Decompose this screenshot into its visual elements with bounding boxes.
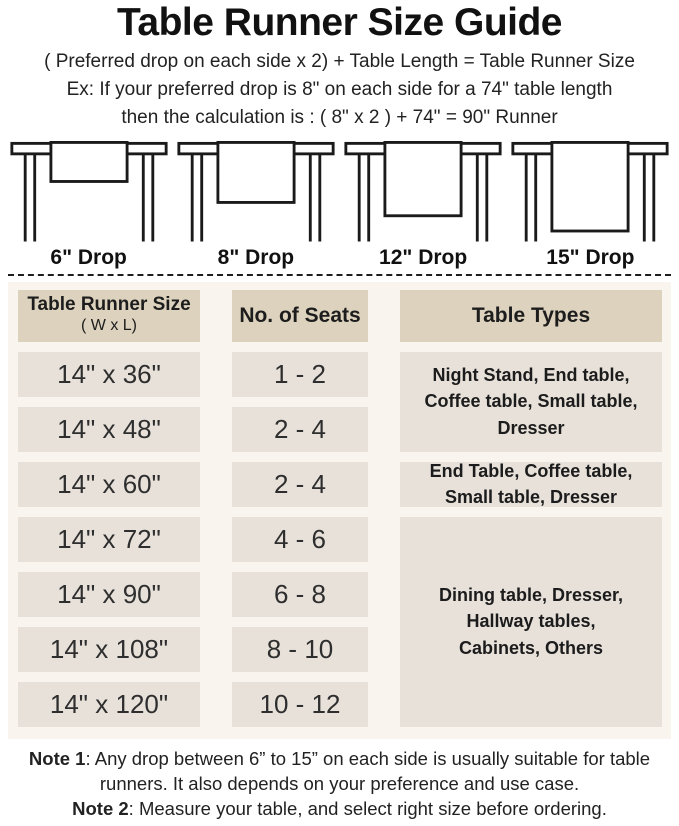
drop-label: 12" Drop	[379, 245, 468, 269]
table-types-cell-medium: End Table, Coffee table, Small table, Dresser	[400, 462, 662, 507]
note-1-text: : Any drop between 6” to 15” on each side is usually suitable for table runners. It also depends on your preference and use case.	[85, 747, 651, 794]
seats-cell: 2 - 4	[232, 462, 368, 507]
example-line-2: then the calculation is : ( 8" x 2 ) + 74" = 90" Runner	[121, 107, 558, 129]
table-types-cell-small: Night Stand, End table, Coffee table, Small table, Dresser	[400, 352, 662, 452]
drop-figure-6	[5, 138, 172, 271]
note-1	[4, 746, 675, 796]
note-2-label: Note 2	[72, 797, 129, 819]
column-header-title: Table Runner Size	[27, 294, 191, 316]
runner-size-cell: 14" x 72"	[18, 517, 200, 562]
drop-figure-12	[340, 138, 507, 271]
footer-notes	[4, 746, 675, 821]
column-header-runner-size	[18, 290, 200, 342]
seats-cell: 1 - 2	[232, 352, 368, 397]
runner-size-cell: 14" x 90"	[18, 572, 200, 617]
column-header-seats: No. of Seats	[232, 290, 368, 342]
column-header-table-types: Table Types	[400, 290, 662, 342]
drop-illustrations	[0, 138, 679, 271]
table-runner-illustration	[9, 138, 169, 244]
drop-figure-15	[507, 138, 674, 271]
formula-text: ( Preferred drop on each side x 2) + Table Length = Table Runner Size	[44, 51, 635, 72]
seats-cell: 10 - 12	[232, 682, 368, 727]
seats-cell: 6 - 8	[232, 572, 368, 617]
seats-cell: 2 - 4	[232, 407, 368, 452]
table-runner-illustration	[176, 138, 336, 244]
runner-size-cell: 14" x 60"	[18, 462, 200, 507]
drop-figure-8	[172, 138, 339, 271]
dashed-divider	[8, 274, 671, 276]
drop-label: 15" Drop	[546, 245, 635, 269]
note-2	[4, 796, 675, 821]
drop-label: 8" Drop	[217, 245, 295, 269]
runner-size-cell: 14" x 48"	[18, 407, 200, 452]
column-header-subtitle: ( W x L)	[81, 317, 137, 335]
runner-size-cell: 14" x 120"	[18, 682, 200, 727]
example-line-1: Ex: If your preferred drop is 8" on each side for a 74" table length	[66, 79, 613, 101]
page-title: Table Runner Size Guide	[116, 1, 563, 44]
size-guide-table	[18, 290, 661, 727]
runner-size-cell: 14" x 108"	[18, 627, 200, 672]
table-runner-illustration	[510, 138, 670, 244]
seats-cell: 8 - 10	[232, 627, 368, 672]
drop-label: 6" Drop	[50, 245, 127, 269]
note-1-label: Note 1	[28, 747, 86, 769]
runner-size-cell: 14" x 36"	[18, 352, 200, 397]
note-2-text: : Measure your table, and select right size before ordering.	[128, 797, 607, 819]
table-runner-illustration	[343, 138, 503, 244]
seats-cell: 4 - 6	[232, 517, 368, 562]
size-guide-table-section	[8, 282, 671, 739]
table-types-cell-large: Dining table, Dresser, Hallway tables, Cabinets, Others	[400, 517, 662, 727]
